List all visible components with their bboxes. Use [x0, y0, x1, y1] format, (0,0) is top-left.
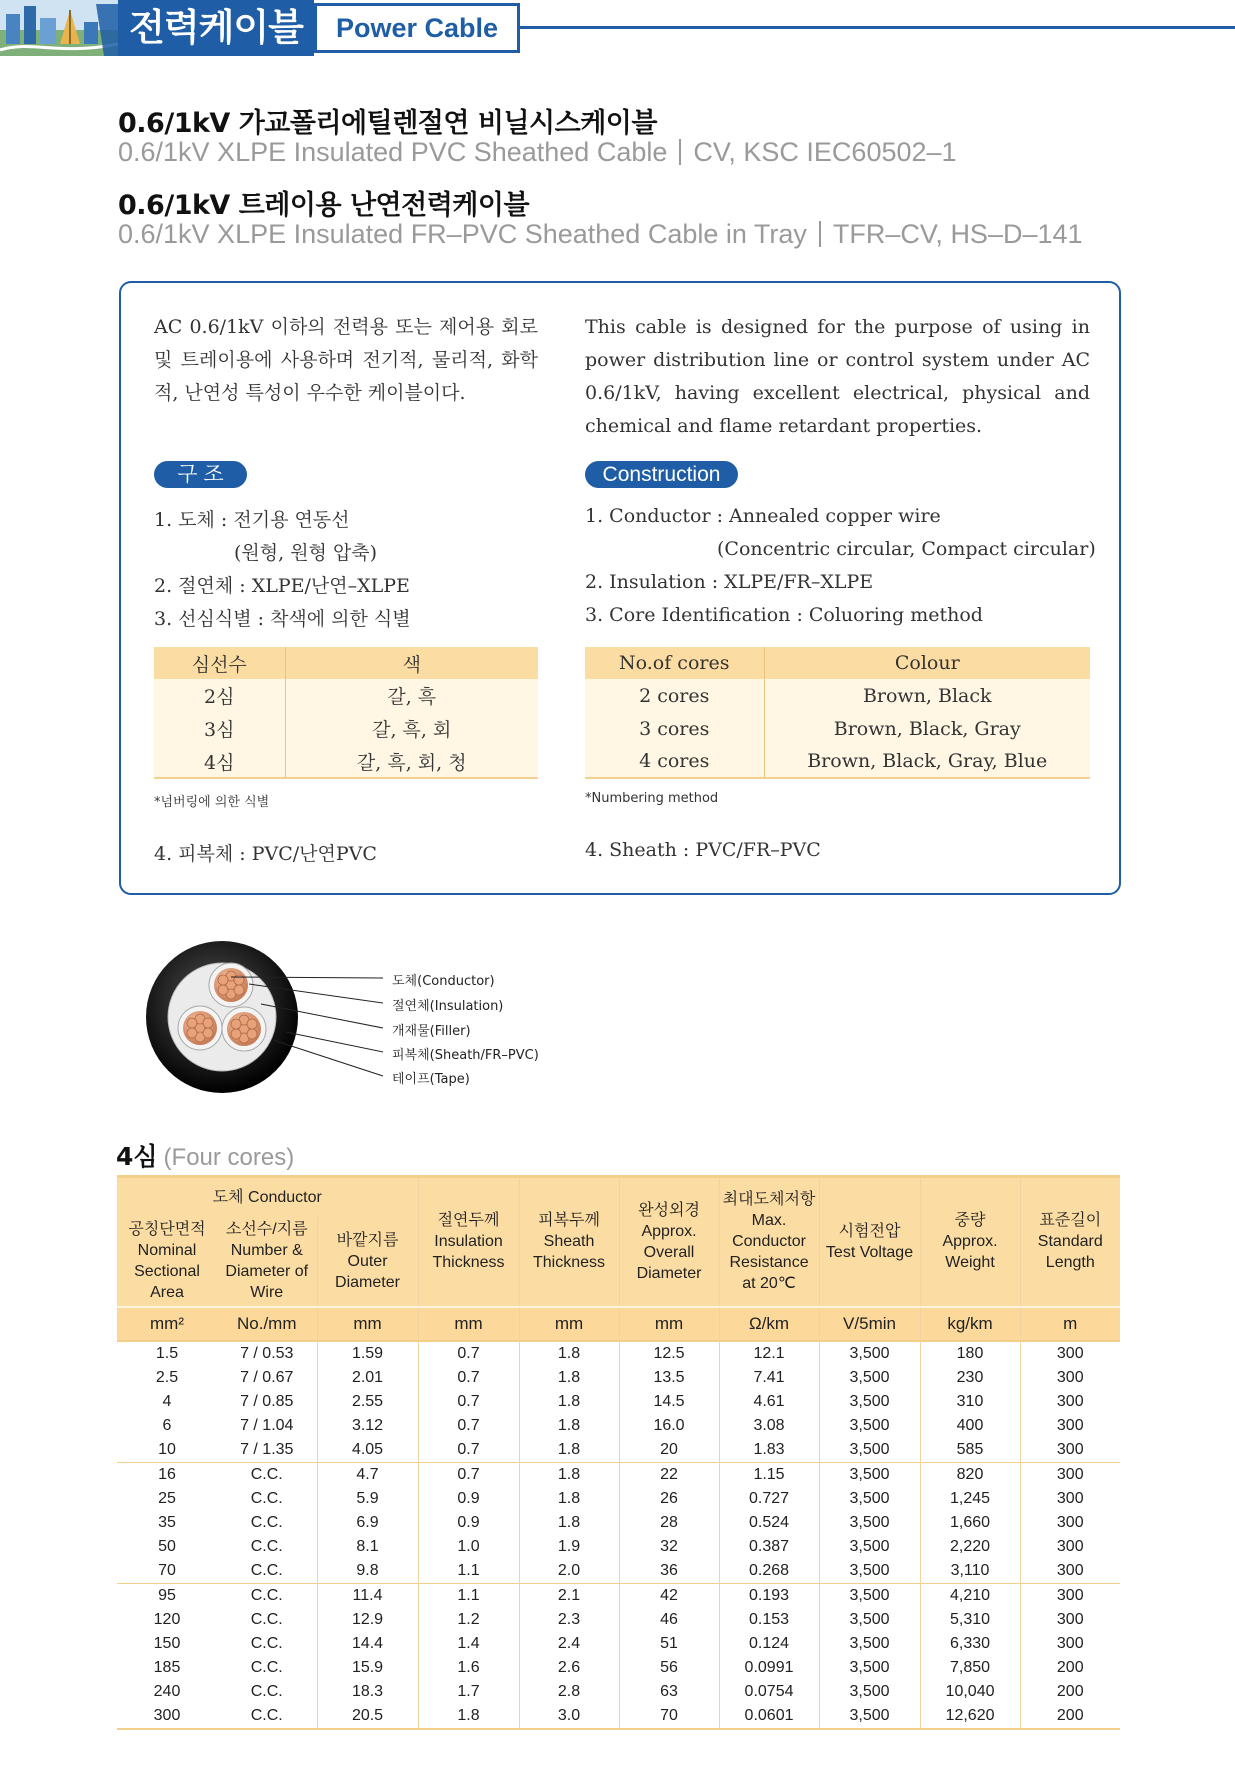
- table-row: [117, 1511, 1120, 1535]
- table-cell: 300: [1020, 1341, 1120, 1366]
- construction-item-en-1b: (Concentric circular, Compact circular): [717, 538, 1096, 560]
- table-cell: 0.7: [418, 1341, 519, 1366]
- table-row: [117, 1608, 1120, 1632]
- table-cell: 9.8: [317, 1559, 418, 1584]
- table-cell: 46: [619, 1608, 719, 1632]
- table-cell: 1.8: [519, 1462, 619, 1487]
- col-header-line: Insulation: [434, 1233, 503, 1251]
- table-cell: 16: [117, 1462, 217, 1487]
- units-row: [117, 1307, 1120, 1341]
- col-header-line: 바깥지름: [336, 1231, 399, 1249]
- table-cell: 36: [619, 1559, 719, 1584]
- table-row: [117, 1559, 1120, 1584]
- table-cell: 35: [158, 1513, 176, 1531]
- conductor-group-header: 도체 Conductor: [117, 1177, 418, 1217]
- construction-item-en-2: 2. Insulation : XLPE/FR–XLPE: [585, 571, 874, 593]
- core-colour: Brown, Black, Gray: [764, 712, 1090, 745]
- product-title-2-code: TFR–CV, HS–D–141: [832, 219, 1083, 249]
- table-cell: 70: [619, 1704, 719, 1729]
- table-cell: 4.7: [317, 1462, 418, 1487]
- col-header: [920, 1177, 1020, 1307]
- col-header-line: Diameter of: [225, 1263, 309, 1280]
- conductor-right: [222, 1007, 266, 1051]
- table-row: [117, 1341, 1120, 1366]
- table-cell: 1.83: [719, 1438, 819, 1463]
- table-cell: 240: [153, 1682, 181, 1700]
- table-row: [117, 1414, 1120, 1438]
- info-box: [119, 281, 1121, 895]
- table-cell: 25: [158, 1489, 176, 1507]
- table-cell: 0.727: [719, 1487, 819, 1511]
- construction-label-ko: 구 조: [154, 461, 247, 488]
- table-cell: 300: [1020, 1438, 1120, 1463]
- table-cell: 300: [1020, 1366, 1120, 1390]
- col-header-line: Resistance: [729, 1254, 809, 1272]
- col-header-line: Weight: [945, 1254, 995, 1272]
- table-cell: 1.8: [519, 1511, 619, 1535]
- table-cell: 1.15: [719, 1462, 819, 1487]
- table-cell: 63: [619, 1680, 719, 1704]
- table-cell: 3,500: [819, 1559, 920, 1584]
- table-cell: 3.0: [519, 1704, 619, 1729]
- construction-item-ko-1b: (원형, 원형 압축): [234, 542, 378, 564]
- table-cell: 3,500: [819, 1632, 920, 1656]
- table-cell: 400: [920, 1414, 1020, 1438]
- col-header-line: Thickness: [432, 1254, 505, 1272]
- section-title-en: (Four cores): [163, 1144, 295, 1171]
- table-cell: 28: [619, 1511, 719, 1535]
- core-table-header: Colour: [764, 647, 1090, 679]
- unit-cell: mm²: [117, 1307, 217, 1341]
- table-cell: C.C.: [250, 1634, 283, 1652]
- table-cell: 10: [158, 1440, 176, 1458]
- table-cell: 1.8: [519, 1414, 619, 1438]
- table-cell: 1.8: [519, 1390, 619, 1414]
- table-cell: 5,310: [920, 1608, 1020, 1632]
- table-cell: 300: [117, 1704, 217, 1729]
- table-cell: 42: [619, 1583, 719, 1608]
- col-header-line: 피복두께: [538, 1212, 600, 1230]
- core-table-header: 색: [285, 647, 538, 679]
- table-cell: 4.05: [317, 1438, 418, 1463]
- unit-cell: V/5min: [819, 1307, 920, 1341]
- table-cell: 0.7: [418, 1390, 519, 1414]
- table-cell: 26: [619, 1487, 719, 1511]
- core-colour: 갈, 흑, 회: [285, 712, 538, 745]
- table-cell: 300: [1020, 1608, 1120, 1632]
- table-cell: 0.7: [418, 1462, 519, 1487]
- product-title-2-ko: 0.6/1kV 트레이용 난연전력케이블: [118, 190, 530, 221]
- col-header-line: Wire: [250, 1284, 284, 1301]
- core-table-header: 심선수: [154, 647, 285, 679]
- col-header: [217, 1217, 317, 1307]
- col-header-line: Diameter: [636, 1264, 702, 1282]
- table-row: [117, 1656, 1120, 1680]
- col-header-line: 소선수/지름: [225, 1221, 308, 1238]
- table-cell: 7 / 0.85: [240, 1392, 294, 1410]
- table-cell: C.C.: [250, 1489, 283, 1507]
- table-cell: 1.8: [418, 1704, 519, 1729]
- table-cell: 20.5: [317, 1704, 418, 1729]
- col-header-line: Nominal: [137, 1242, 197, 1259]
- table-cell: 12.5: [619, 1341, 719, 1366]
- table-cell: 2.1: [519, 1583, 619, 1608]
- table-cell: 1.8: [519, 1487, 619, 1511]
- col-header-line: Approx.: [641, 1222, 697, 1240]
- product-title-1-code: CV, KSC IEC60502–1: [693, 137, 957, 167]
- col-header-line: Standard: [1037, 1233, 1103, 1251]
- spec-table-body: [117, 1341, 1120, 1729]
- table-cell: 7 / 0.67: [240, 1368, 294, 1386]
- core-colour: 갈, 흑: [285, 679, 538, 712]
- table-cell: 2,220: [920, 1535, 1020, 1559]
- table-cell: 200: [1020, 1656, 1120, 1680]
- col-header: [619, 1177, 719, 1307]
- product-title-2-name: 0.6/1kV XLPE Insulated FR–PVC Sheathed Cable in Tray: [118, 219, 807, 249]
- table-row: [117, 1583, 1120, 1608]
- table-cell: 7.41: [719, 1366, 819, 1390]
- table-cell: 200: [1020, 1680, 1120, 1704]
- table-cell: 4: [162, 1392, 172, 1410]
- table-cell: 3,500: [819, 1438, 920, 1463]
- title-separator: [679, 139, 681, 165]
- conductor-top: [209, 963, 253, 1007]
- table-cell: 12.1: [719, 1341, 819, 1366]
- table-cell: 585: [920, 1438, 1020, 1463]
- core-count: 2 cores: [585, 679, 764, 712]
- table-cell: 3,500: [819, 1583, 920, 1608]
- core-colour: Brown, Black: [764, 679, 1090, 712]
- col-header-line: Overall: [643, 1243, 695, 1261]
- unit-cell: Ω/km: [719, 1307, 819, 1341]
- col-header-line: 중량: [954, 1212, 986, 1230]
- table-cell: 2.0: [519, 1559, 619, 1584]
- table-row: [117, 1390, 1120, 1414]
- col-header-line: Approx.: [942, 1233, 998, 1251]
- table-cell: 120: [153, 1610, 181, 1628]
- table-cell: 1.1: [418, 1559, 519, 1584]
- table-cell: 50: [158, 1537, 176, 1555]
- core-colour-table-en: [585, 647, 1090, 779]
- legend-filler: 개재물(Filler): [392, 1024, 471, 1039]
- table-cell: 3,500: [819, 1656, 920, 1680]
- sheath-item-en: 4. Sheath : PVC/FR–PVC: [585, 839, 821, 861]
- core-table-header: No.of cores: [585, 647, 764, 679]
- table-cell: C.C.: [250, 1537, 283, 1555]
- table-cell: 3,500: [819, 1680, 920, 1704]
- table-cell: 300: [1020, 1535, 1120, 1559]
- table-cell: 300: [1020, 1462, 1120, 1487]
- cable-cross-section: [140, 940, 560, 1100]
- table-cell: 300: [1020, 1390, 1120, 1414]
- table-cell: 14.5: [619, 1390, 719, 1414]
- core-colour-table-ko: [154, 647, 538, 779]
- table-cell: 300: [1020, 1559, 1120, 1584]
- table-cell: 0.0601: [719, 1704, 819, 1729]
- table-cell: 3,500: [819, 1462, 920, 1487]
- table-cell: C.C.: [217, 1462, 317, 1487]
- product-title-2-en: [118, 219, 1083, 250]
- table-cell: 7 / 0.53: [217, 1341, 317, 1366]
- table-cell: 3.12: [317, 1414, 418, 1438]
- note-en: *Numbering method: [585, 791, 719, 806]
- col-header: [317, 1217, 418, 1307]
- table-cell: 0.9: [418, 1511, 519, 1535]
- table-cell: 150: [153, 1634, 181, 1652]
- table-row: [117, 1632, 1120, 1656]
- construction-label-en: Construction: [585, 461, 738, 488]
- table-cell: 8.1: [317, 1535, 418, 1559]
- col-header-line: Diameter: [335, 1273, 400, 1291]
- col-header-line: Number &: [230, 1242, 303, 1259]
- table-cell: 22: [619, 1462, 719, 1487]
- table-cell: 300: [1020, 1583, 1120, 1608]
- table-cell: 7 / 1.35: [240, 1440, 294, 1458]
- table-row: [117, 1462, 1120, 1487]
- table-cell: 1.8: [519, 1438, 619, 1463]
- col-header: [719, 1177, 819, 1307]
- table-cell: 2.8: [519, 1680, 619, 1704]
- col-header-line: 표준길이: [1039, 1212, 1102, 1230]
- table-cell: C.C.: [250, 1610, 283, 1628]
- title-separator: [819, 221, 821, 247]
- col-header-line: Length: [1045, 1254, 1095, 1272]
- table-cell: 3,500: [819, 1608, 920, 1632]
- product-title-1-ko: 0.6/1kV 가교폴리에틸렌절연 비닐시스케이블: [118, 108, 657, 139]
- table-cell: 2.6: [519, 1656, 619, 1680]
- unit-cell: m: [1020, 1307, 1120, 1341]
- table-cell: 0.193: [719, 1583, 819, 1608]
- col-header-line: 시험전압: [838, 1222, 901, 1240]
- unit-cell: mm: [519, 1307, 619, 1341]
- core-count: 4 cores: [585, 745, 764, 778]
- unit-cell: mm: [619, 1307, 719, 1341]
- table-cell: 95: [117, 1583, 217, 1608]
- table-cell: 3,500: [819, 1390, 920, 1414]
- table-cell: 1.6: [418, 1656, 519, 1680]
- construction-item-ko-1: 1. 도체 : 전기용 연동선: [154, 509, 350, 531]
- table-cell: 1.8: [519, 1341, 619, 1366]
- note-ko: *넘버링에 의한 식별: [154, 795, 270, 810]
- col-header: [418, 1177, 519, 1307]
- construction-item-en-3: 3. Core Identification : Coluoring method: [585, 604, 983, 626]
- table-cell: 7,850: [920, 1656, 1020, 1680]
- core-colour: Brown, Black, Gray, Blue: [764, 745, 1090, 778]
- table-cell: 300: [1020, 1511, 1120, 1535]
- construction-item-ko-3: 3. 선심식별 : 착색에 의한 식별: [154, 608, 411, 630]
- product-title-1-name: 0.6/1kV XLPE Insulated PVC Sheathed Cable: [118, 137, 668, 167]
- construction-item-en-1: 1. Conductor : Annealed copper wire: [585, 505, 941, 527]
- table-cell: 3,500: [819, 1487, 920, 1511]
- table-cell: 310: [920, 1390, 1020, 1414]
- legend-conductor: 도체(Conductor): [392, 974, 495, 989]
- table-cell: C.C.: [250, 1513, 283, 1531]
- table-cell: 1.8: [519, 1366, 619, 1390]
- col-header-line: Max.: [751, 1212, 787, 1230]
- table-row: [117, 1680, 1120, 1704]
- table-cell: 0.7: [418, 1366, 519, 1390]
- table-cell: 7 / 1.04: [240, 1416, 294, 1434]
- table-cell: 5.9: [317, 1487, 418, 1511]
- table-cell: 0.0754: [719, 1680, 819, 1704]
- table-cell: 56: [619, 1656, 719, 1680]
- construction-item-ko-2: 2. 절연체 : XLPE/난연–XLPE: [154, 575, 410, 597]
- table-cell: 0.7: [418, 1438, 519, 1463]
- sheath-item-ko: 4. 피복체 : PVC/난연PVC: [154, 843, 377, 865]
- table-cell: C.C.: [217, 1704, 317, 1729]
- table-cell: 4,210: [920, 1583, 1020, 1608]
- table-cell: 20: [619, 1438, 719, 1463]
- table-cell: 2.5: [155, 1368, 179, 1386]
- table-cell: 300: [1020, 1414, 1120, 1438]
- table-cell: 1.5: [117, 1341, 217, 1366]
- table-cell: 70: [158, 1561, 176, 1579]
- table-cell: C.C.: [250, 1682, 283, 1700]
- description-ko: AC 0.6/1kV 이하의 전력용 또는 제어용 회로 및 트레이용에 사용하며 전기적, 물리적, 화학적, 난연성 특성이 우수한 케이블이다.: [154, 316, 538, 404]
- table-cell: 180: [920, 1341, 1020, 1366]
- cable-diagram: [140, 940, 560, 1100]
- table-cell: 185: [153, 1658, 181, 1676]
- table-cell: 3,500: [819, 1511, 920, 1535]
- col-header-line: Test Voltage: [825, 1243, 914, 1261]
- unit-cell: No./mm: [217, 1307, 317, 1341]
- unit-cell: mm: [317, 1307, 418, 1341]
- table-cell: 2.4: [519, 1632, 619, 1656]
- table-cell: 51: [619, 1632, 719, 1656]
- conductor-left: [178, 1006, 222, 1050]
- unit-cell: kg/km: [920, 1307, 1020, 1341]
- table-cell: 820: [920, 1462, 1020, 1487]
- col-header: [819, 1177, 920, 1307]
- table-cell: 3,500: [819, 1535, 920, 1559]
- core-count: 3심: [154, 712, 285, 745]
- table-cell: 200: [1020, 1704, 1120, 1729]
- col-header-line: 절연두께: [437, 1212, 500, 1230]
- table-cell: 300: [1020, 1487, 1120, 1511]
- table-cell: 6,330: [920, 1632, 1020, 1656]
- core-count: 2심: [154, 679, 285, 712]
- table-cell: 1,245: [920, 1487, 1020, 1511]
- table-cell: 11.4: [317, 1583, 418, 1608]
- table-cell: 0.0991: [719, 1656, 819, 1680]
- table-cell: 10,040: [920, 1680, 1020, 1704]
- col-header-line: 최대도체저항: [722, 1191, 816, 1209]
- section-title-ko: 4심: [116, 1142, 158, 1171]
- table-cell: 14.4: [317, 1632, 418, 1656]
- table-cell: 3,500: [819, 1704, 920, 1729]
- col-header-line: Area: [150, 1284, 184, 1301]
- header-title-ko: 전력케이블: [118, 0, 314, 56]
- table-cell: 0.153: [719, 1608, 819, 1632]
- table-cell: 1.4: [418, 1632, 519, 1656]
- table-cell: 15.9: [317, 1656, 418, 1680]
- table-cell: 1.0: [418, 1535, 519, 1559]
- col-header-line: at 20℃: [742, 1275, 796, 1293]
- col-header-line: Sheath: [543, 1233, 595, 1251]
- table-row: [117, 1487, 1120, 1511]
- table-cell: 1.9: [519, 1535, 619, 1559]
- table-cell: 1,660: [920, 1511, 1020, 1535]
- core-count: 4심: [154, 745, 285, 778]
- table-cell: 300: [1020, 1632, 1120, 1656]
- table-cell: 0.524: [719, 1511, 819, 1535]
- table-cell: 6.9: [317, 1511, 418, 1535]
- col-header-line: Sectional: [134, 1263, 200, 1280]
- description-en: This cable is designed for the purpose of using in power distribution line or control system under AC 0.6/1kV, having excellent electrical, physical and chemical and flame retardant properties.: [585, 316, 1090, 437]
- table-cell: 0.9: [418, 1487, 519, 1511]
- col-header-line: Conductor: [732, 1233, 806, 1251]
- table-cell: 13.5: [619, 1366, 719, 1390]
- header-title-en: Power Cable: [314, 3, 520, 53]
- table-row: [117, 1704, 1120, 1729]
- legend-insulation: 절연체(Insulation): [392, 999, 504, 1014]
- table-cell: 1.7: [418, 1680, 519, 1704]
- table-cell: C.C.: [217, 1583, 317, 1608]
- col-header-line: Outer: [347, 1252, 388, 1270]
- table-cell: 12.9: [317, 1608, 418, 1632]
- table-row: [117, 1438, 1120, 1463]
- table-cell: 0.7: [418, 1414, 519, 1438]
- table-cell: 3.08: [719, 1414, 819, 1438]
- table-cell: 2.01: [317, 1366, 418, 1390]
- col-header: [519, 1177, 619, 1307]
- table-cell: 1.2: [418, 1608, 519, 1632]
- col-header: [117, 1217, 217, 1307]
- col-header-line: Thickness: [533, 1254, 606, 1272]
- table-cell: 2.55: [317, 1390, 418, 1414]
- page-header: [0, 0, 1235, 56]
- section-title: [116, 1137, 294, 1173]
- header-rule: [520, 26, 1235, 29]
- product-title-1-en: [118, 137, 957, 168]
- table-cell: 230: [920, 1366, 1020, 1390]
- table-cell: 0.387: [719, 1535, 819, 1559]
- table-cell: 3,500: [819, 1341, 920, 1366]
- core-colour: 갈, 흑, 회, 청: [285, 745, 538, 778]
- table-cell: 1.1: [418, 1583, 519, 1608]
- table-cell: 2.3: [519, 1608, 619, 1632]
- core-count: 3 cores: [585, 712, 764, 745]
- table-cell: 3,500: [819, 1366, 920, 1390]
- table-cell: 3,500: [819, 1414, 920, 1438]
- table-cell: C.C.: [250, 1561, 283, 1579]
- table-row: [117, 1535, 1120, 1559]
- table-cell: 0.268: [719, 1559, 819, 1584]
- spec-table: [117, 1175, 1120, 1730]
- table-cell: 32: [619, 1535, 719, 1559]
- col-header: [1020, 1177, 1120, 1307]
- table-cell: 0.124: [719, 1632, 819, 1656]
- table-cell: C.C.: [250, 1658, 283, 1676]
- table-cell: 6: [162, 1416, 172, 1434]
- legend-tape: 테이프(Tape): [392, 1072, 470, 1087]
- table-row: [117, 1366, 1120, 1390]
- unit-cell: mm: [418, 1307, 519, 1341]
- table-cell: 4.61: [719, 1390, 819, 1414]
- table-cell: 18.3: [317, 1680, 418, 1704]
- col-header-line: 공칭단면적: [128, 1221, 206, 1238]
- table-cell: 12,620: [920, 1704, 1020, 1729]
- col-header-line: 완성외경: [638, 1201, 700, 1219]
- header-illustration: [0, 0, 118, 56]
- legend-sheath: 피복체(Sheath/FR–PVC): [392, 1048, 539, 1063]
- table-cell: 1.59: [317, 1341, 418, 1366]
- table-cell: 16.0: [619, 1414, 719, 1438]
- table-cell: 3,110: [920, 1559, 1020, 1584]
